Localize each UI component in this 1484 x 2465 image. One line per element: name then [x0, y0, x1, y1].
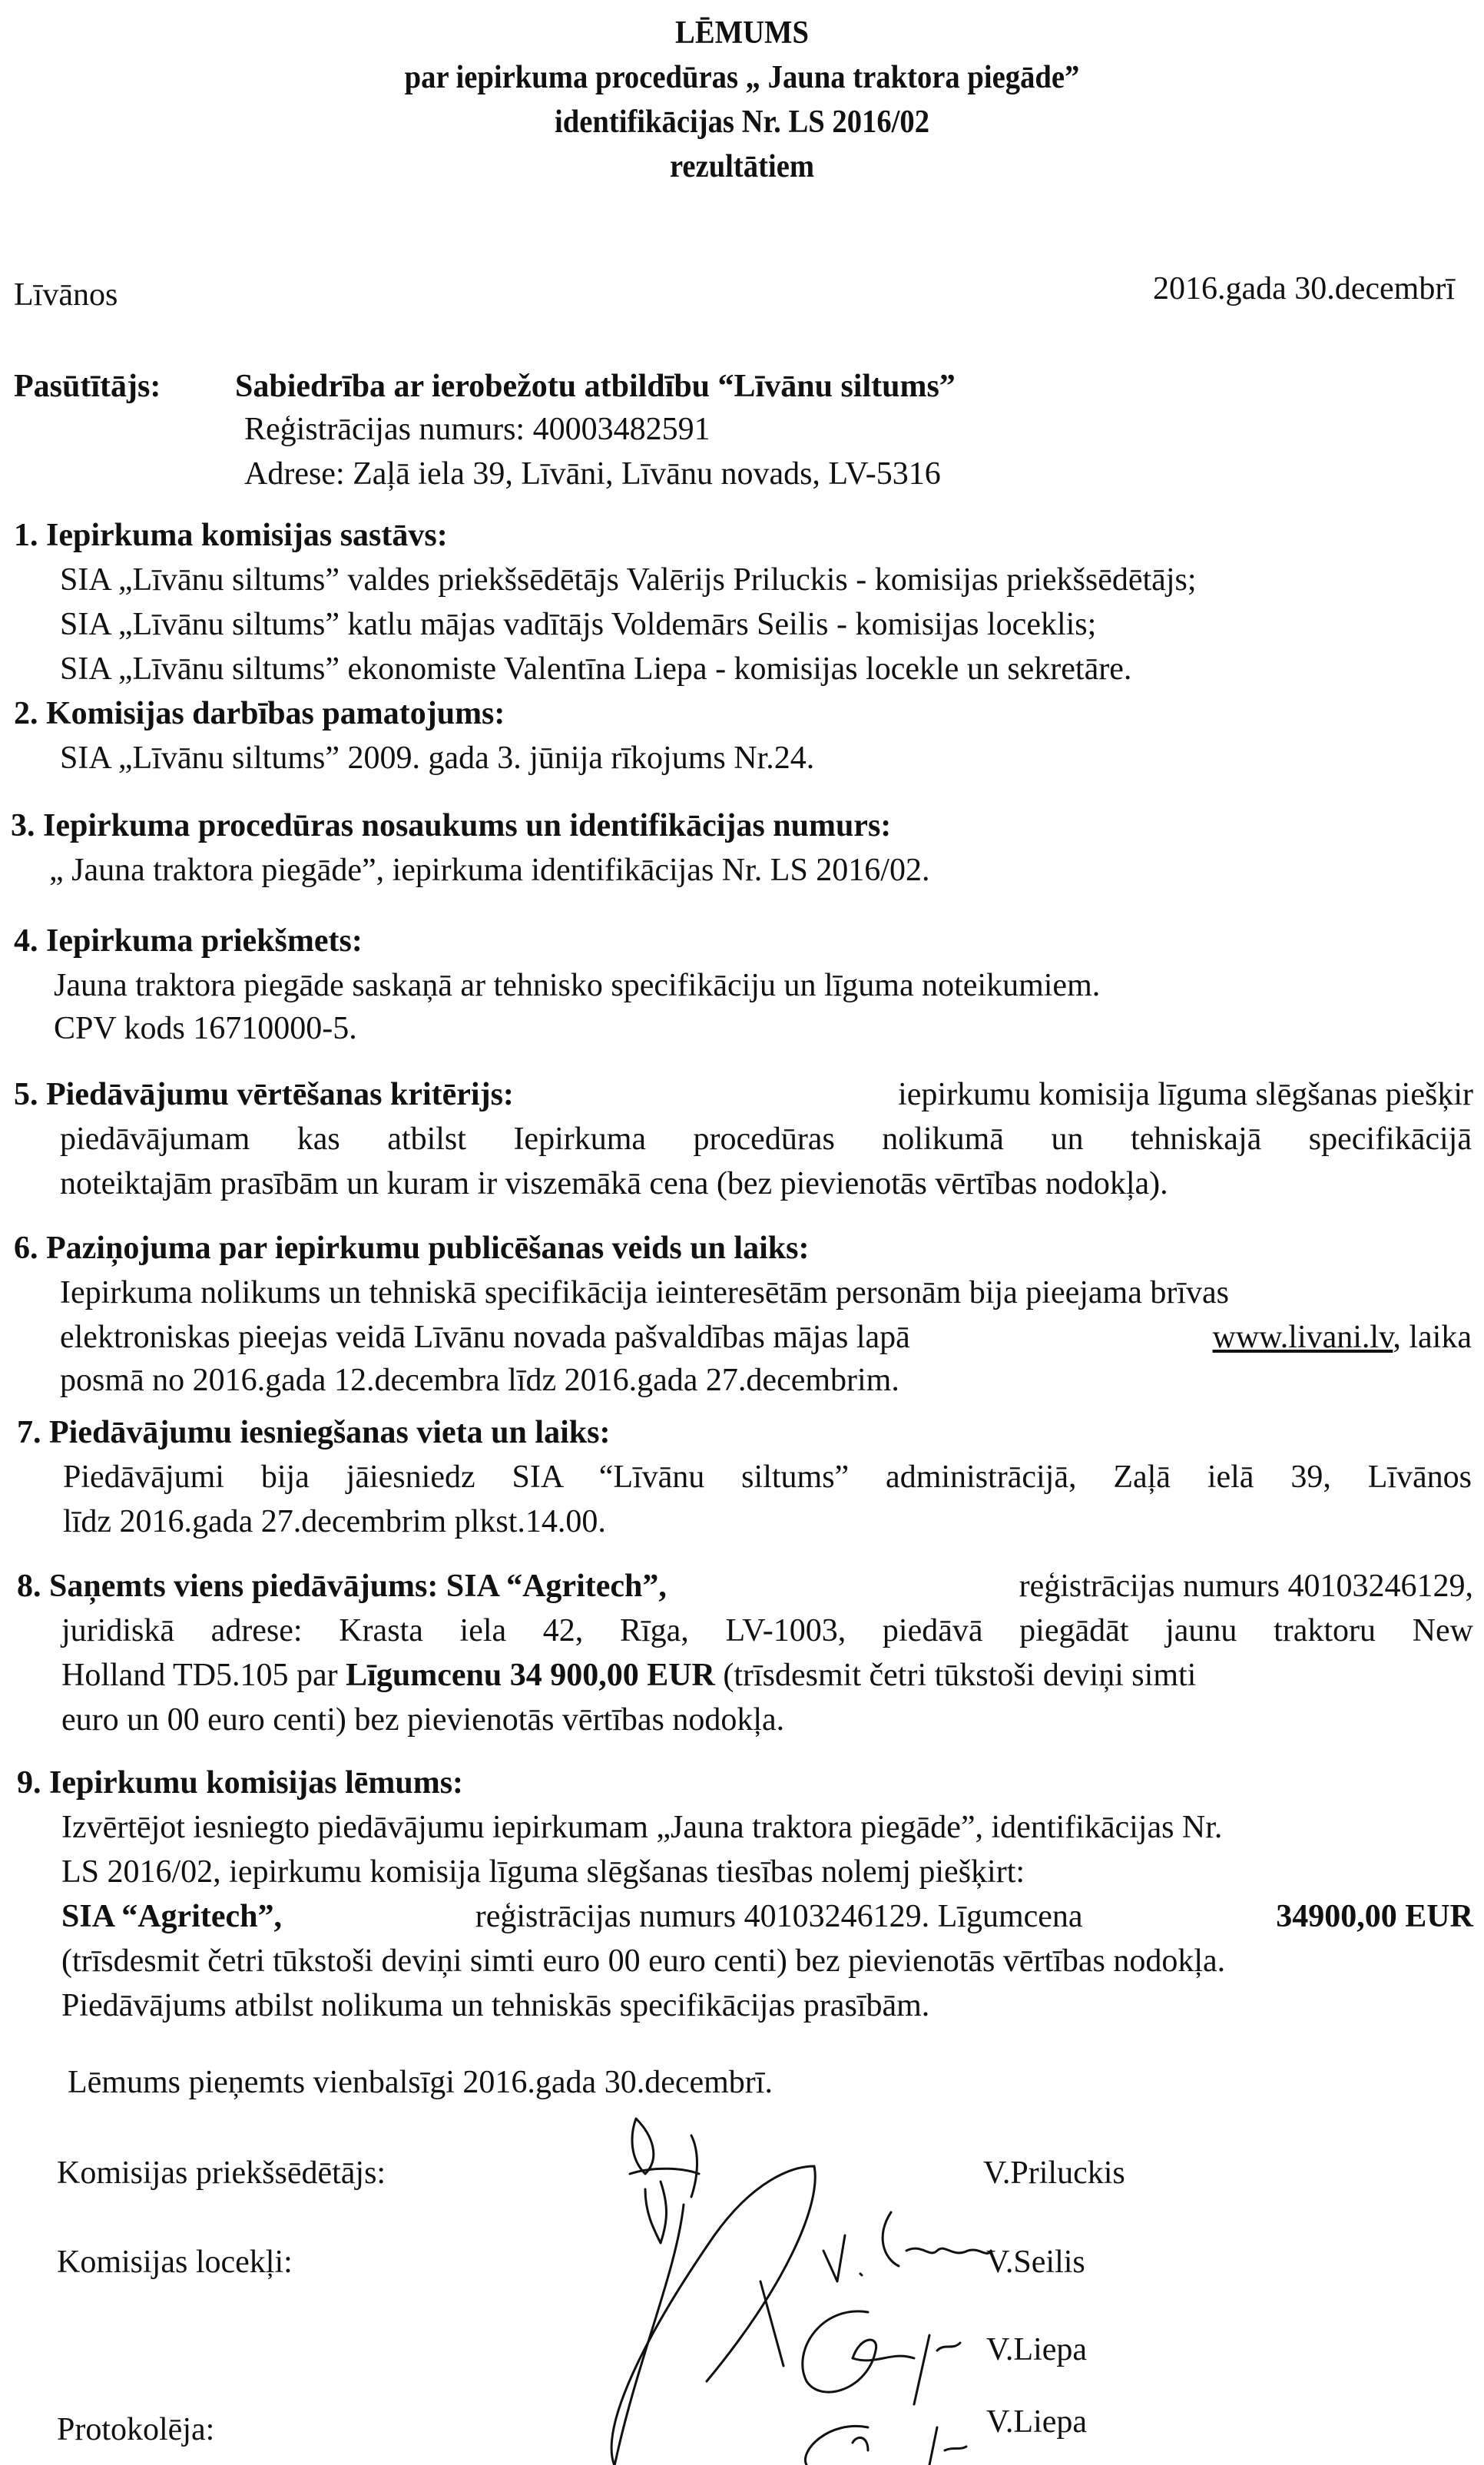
section-9-heading: 9. Iepirkumu komisijas lēmums:: [17, 1765, 464, 1801]
section-7-heading: 7. Piedāvājumu iesniegšanas vieta un laiks:: [17, 1415, 611, 1450]
section-5-line: noteiktajām prasībām un kuram ir viszemākā cena (bez pievienotās vērtības nodokļa).: [60, 1166, 1168, 1201]
section-2-line: SIA „Līvānu siltums” 2009. gada 3. jūnija rīkojums Nr.24.: [60, 740, 815, 776]
document-subtitle-line2: identifikācijas Nr. LS 2016/02: [554, 104, 930, 140]
website-link[interactable]: www.livani.lv: [1212, 1320, 1393, 1355]
signature-recorder-liepa-icon: [783, 2420, 968, 2465]
section-8-line1-rest: reģistrācijas numurs 40103246129,: [1019, 1569, 1473, 1604]
section-6-line1: Iepirkuma nolikums un tehniskā specifikācija ieinteresētām personām bija pieejama brīvas: [60, 1275, 1229, 1310]
section-6-heading: 6. Paziņojuma par iepirkumu publicēšanas veids un laiks:: [14, 1231, 810, 1266]
section-7-line: Piedāvājumi bija jāiesniedz SIA “Līvānu siltums” administrācijā, Zaļā ielā 39, Līvānos: [63, 1459, 1472, 1495]
section-6-line3: posmā no 2016.gada 12.decembra līdz 2016.gada 27.decembrim.: [60, 1363, 899, 1398]
section-9-line3: [61, 1894, 1473, 1939]
section-9-line2: LS 2016/02, iepirkumu komisija līguma slēgšanas tiesības nolemj piešķirt:: [61, 1854, 1025, 1890]
final-price: 34900,00 EUR: [1276, 1899, 1473, 1934]
section-9-line4: (trīsdesmit četri tūkstoši deviņi simti euro 00 euro centi) bez pievienotās vērtības nodokļa.: [61, 1943, 1226, 1979]
section-6-line2-text: elektroniskas pieejas veidā Līvānu novada pašvaldības mājas lapā: [60, 1320, 910, 1355]
section-1-line: SIA „Līvānu siltums” katlu mājas vadītājs Voldemārs Seilis - komisijas loceklis;: [60, 607, 1097, 642]
customer-name: Sabiedrība ar ierobežotu atbildību “Līvānu siltums”: [235, 369, 956, 404]
customer-label: Pasūtītājs:: [14, 369, 161, 404]
members-label: Komisijas locekļi:: [57, 2245, 293, 2280]
section-1-line: SIA „Līvānu siltums” ekonomiste Valentīna Liepa - komisijas locekle un sekretāre.: [60, 651, 1132, 687]
signature-liepa-icon: [776, 2304, 976, 2412]
recorder-name: V.Liepa: [986, 2404, 1088, 2440]
section-8-line3: [61, 1653, 1196, 1698]
document-date: 2016.gada 30.decembrī: [1152, 271, 1455, 306]
contract-price: Līgumcenu 34 900,00 EUR: [346, 1658, 715, 1693]
section-8-line4: euro un 00 euro centi) bez pievienotās vērtības nodokļa.: [61, 1702, 785, 1738]
section-9-line5: Piedāvājums atbilst nolikuma un tehniskās specifikācijas prasībām.: [61, 1988, 930, 2023]
section-5-line1-rest: iepirkumu komisija līguma slēgšanas piešķir: [898, 1077, 1473, 1112]
section-8-line2: juridiskā adrese: Krasta iela 42, Rīga, LV-1003, piedāvā piegādāt jaunu traktoru New: [61, 1613, 1473, 1648]
document-header: [0, 11, 1484, 189]
signature-seilis-icon: [814, 2205, 999, 2289]
section-9-line1: Izvērtējot iesniegto piedāvājumu iepirkumam „Jauna traktora piegāde”, identifikācijas Nr.: [61, 1810, 1223, 1845]
section-3-line: „ Jauna traktora piegāde”, iepirkuma identifikācijas Nr. LS 2016/02.: [49, 853, 930, 888]
section-4-line: CPV kods 16710000-5.: [54, 1011, 357, 1046]
section-9-line3-mid: reģistrācijas numurs 40103246129. Līgumcena: [475, 1899, 1083, 1934]
section-6-line2-after: , laika: [1393, 1320, 1472, 1355]
document-subtitle-line3: rezultātiem: [669, 149, 815, 184]
section-4-line: Jauna traktora piegāde saskaņā ar tehnisko specifikāciju un līguma noteikumiem.: [54, 968, 1101, 1003]
chair-name: V.Priluckis: [983, 2155, 1125, 2191]
place: Līvānos: [14, 277, 118, 313]
closing-statement: Lēmums pieņemts vienbalsīgi 2016.gada 30.decembrī.: [68, 2065, 773, 2100]
section-2-heading: 2. Komisijas darbības pamatojums:: [14, 696, 505, 731]
chair-label: Komisijas priekšsēdētājs:: [57, 2155, 386, 2191]
section-1-line: SIA „Līvānu siltums” valdes priekšsēdētājs Valērijs Priluckis - komisijas priekšsēdētājs;: [60, 562, 1197, 598]
section-7-line: līdz 2016.gada 27.decembrim plkst.14.00.: [63, 1504, 606, 1539]
section-5-first-line: [14, 1072, 1473, 1117]
section-3-heading: 3. Iepirkuma procedūras nosaukums un identifikācijas numurs:: [11, 808, 892, 843]
section-8-line3-text: Holland TD5.105 par: [61, 1658, 346, 1693]
section-8-first-line: [17, 1564, 1473, 1609]
customer-address: Adrese: Zaļā iela 39, Līvāni, Līvānu novads, LV-5316: [244, 456, 941, 492]
customer-registration: Reģistrācijas numurs: 40003482591: [244, 412, 711, 447]
section-8-heading: 8. Saņemts viens piedāvājums: SIA “Agritech”,: [17, 1569, 667, 1604]
section-1-heading: 1. Iepirkuma komisijas sastāvs:: [14, 518, 448, 553]
section-8-line3-after: (trīsdesmit četri tūkstoši deviņi simti: [714, 1658, 1197, 1693]
winner-name: SIA “Agritech”,: [61, 1899, 282, 1934]
document-title: LĒMUMS: [675, 15, 809, 51]
document-subtitle-line1: par iepirkuma procedūras „ Jauna traktora piegāde”: [404, 60, 1080, 95]
member1-name: V.Seilis: [986, 2245, 1085, 2280]
member2-name: V.Liepa: [986, 2332, 1088, 2367]
section-6-line2: [60, 1315, 1472, 1360]
recorder-label: Protokolēja:: [57, 2412, 215, 2447]
section-5-line: piedāvājumam kas atbilst Iepirkuma procedūras nolikumā un tehniskajā specifikācijā: [60, 1122, 1472, 1157]
section-4-heading: 4. Iepirkuma priekšmets:: [14, 923, 363, 959]
section-5-heading: 5. Piedāvājumu vērtēšanas kritērijs:: [14, 1077, 514, 1112]
